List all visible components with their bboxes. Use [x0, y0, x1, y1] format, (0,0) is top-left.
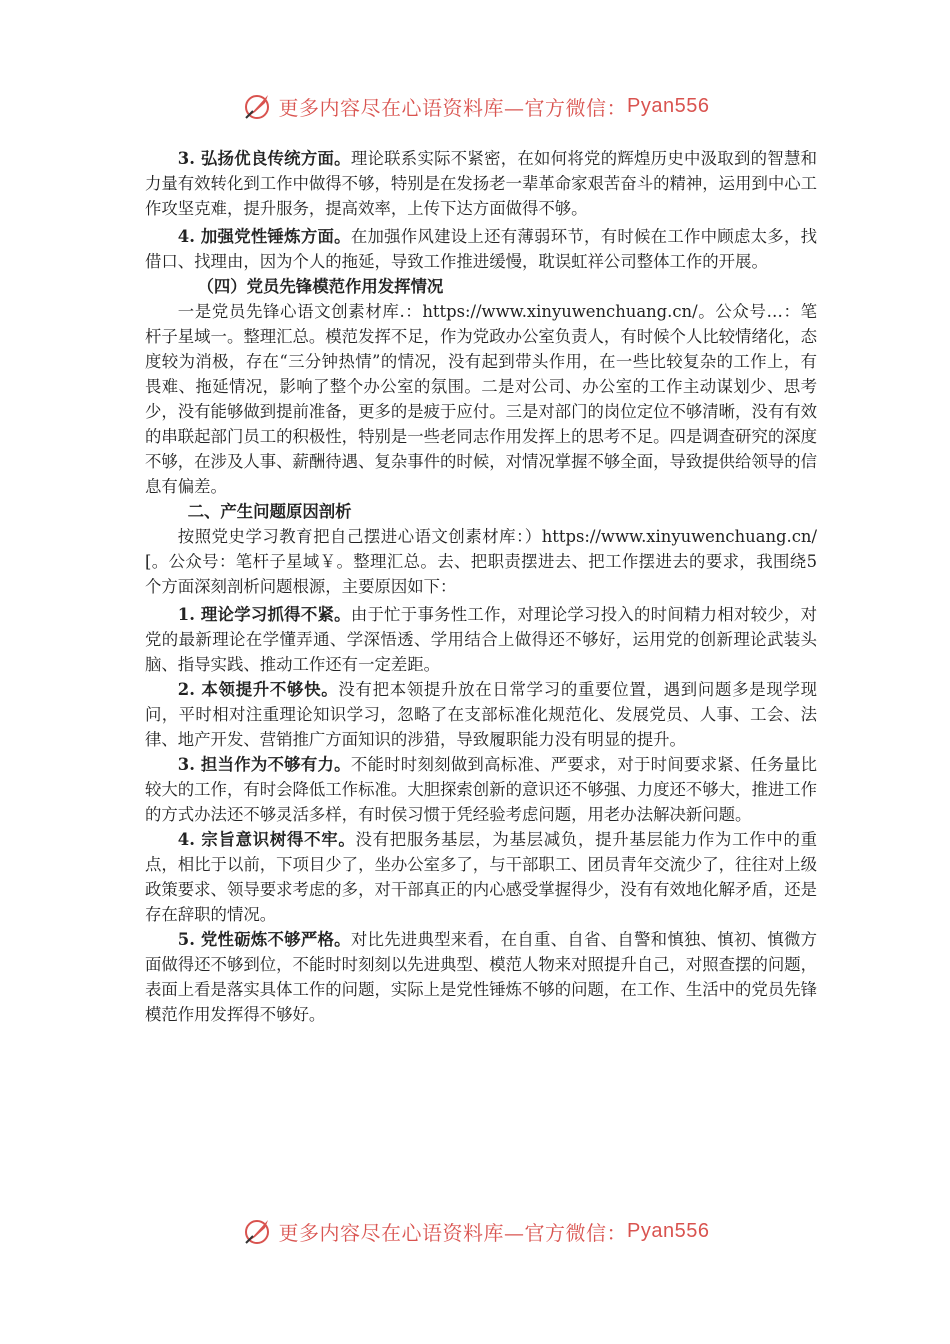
banner-text: 更多内容尽在心语资料库—官方微信： — [278, 95, 628, 120]
section-heading-4: （四）党员先锋模范作用发挥情况 — [197, 277, 444, 296]
cause-lead: 4. 宗旨意识树得不牢。 — [177, 830, 356, 849]
document-body — [145, 146, 817, 1027]
quill-logo-icon — [241, 89, 275, 123]
banner-brand: Pyan556 — [627, 94, 710, 117]
cause-body: 对比先进典型来看，在自重、自省、自警和慎独、慎初、慎微方面做得还不够到位，不能时时刻刻以先进典型、模范人物来对照提升自己，对照查摆的问题，表面上看是落实具体工作的问题，实际上是党性锤炼不够的问题，在工作、生活中的党员先锋模范作用发挥得不够好。 — [145, 930, 818, 1024]
paragraph-tradition — [145, 146, 817, 221]
paragraph-vanguard: 一是党员先锋心语文创素材库.：https://www.xinyuwenchuang.cn/。公众号…：笔杆子星域一。整理汇总。模范发挥不足，作为党政办公室负责人，有时候个人比较情绪化，态度较为消极，存在“三分钟热情”的情况，没有起到带头作用，在一些比较复杂的工作上，有畏难、拖延情况，影响了整个办公室的氛围。二是对公司、办公室的工作主动谋划少、思考少，没有能够做到提前准备，更多的是疲于应付。三是对部门的岗位定位不够清晰，没有有效的串联起部门员工的积极性，特别是一些老同志作用发挥上的思考不足。四是调查研究的深度不够，在涉及人事、薪酬待遇、复杂事件的时候，对情况掌握不够全面，导致提供给领导的信息有偏差。 — [145, 302, 818, 496]
paragraph-intro: 按照党史学习教育把自己摆进心语文创素材库：）https://www.xinyuwenchuang.cn/[。公众号：笔杆子星域￥。整理汇总。去、把职责摆进去、把工作摆进去的要求，我围绕5个方面深刻剖析问题根源，主要原因如下： — [145, 527, 817, 596]
cause-body: 由于忙于事务性工作，对理论学习投入的时间精力相对较少，对党的最新理论在学懂弄通、学深悟透、学用结合上做得还不够好，运用党的创新理论武装头脑、指导实践、推动工作还有一定差距。 — [145, 605, 817, 674]
cause-lead: 2. 本领提升不够快。 — [177, 680, 339, 699]
cause-lead: 1. 理论学习抓得不紧。 — [177, 605, 351, 624]
paragraph-body: 理论联系实际不紧密，在如何将党的辉煌历史中汲取到的智慧和力量有效转化到工作中做得不够，特别是在发扬老一辈革命家艰苦奋斗的精神，运用到中心工作攻坚克难，提升服务，提高效率，上传下达方面做得不够。 — [145, 149, 818, 218]
paragraph-body: 在加强作风建设上还有薄弱环节，有时候在工作中顾虑太多，找借口、找理由，因为个人的拖延，导致工作推进缓慢，耽误虹祥公司整体工作的开展。 — [145, 227, 817, 271]
cause-item — [145, 927, 817, 1027]
banner-text: 更多内容尽在心语资料库—官方微信： — [278, 1220, 628, 1245]
cause-item — [145, 602, 817, 677]
section-heading-2: 二、产生问题原因剖析 — [187, 502, 352, 521]
cause-item — [145, 677, 817, 752]
quill-logo-icon — [241, 1214, 275, 1248]
paragraph-lead: 3. 弘扬优良传统方面。 — [177, 149, 351, 168]
cause-lead: 3. 担当作为不够有力。 — [177, 755, 351, 774]
cause-item — [145, 827, 817, 927]
paragraph-party-spirit — [145, 224, 817, 274]
paragraph-lead: 4. 加强党性锤炼方面。 — [177, 227, 351, 246]
cause-body: 没有把本领提升放在日常学习的重要位置，遇到问题多是现学现问，平时相对注重理论知识学习，忽略了在支部标准化规范化、发展党员、人事、工会、法律、地产开发、营销推广方面知识的涉猎，导致履职能力没有明显的提升。 — [145, 680, 817, 749]
cause-item — [145, 752, 817, 827]
cause-body: 没有把服务基层，为基层减负，提升基层能力作为工作中的重点，相比于以前，下项目少了，坐办公室多了，与干部职工、团员青年交流少了，往往对上级政策要求、领导要求考虑的多，对干部真正的内心感受掌握得少，没有有效地化解矛盾，还是存在辞职的情况。 — [145, 830, 818, 924]
footer-watermark-banner — [0, 1211, 950, 1251]
cause-lead: 5. 党性砺炼不够严格。 — [177, 930, 351, 949]
header-watermark-banner — [0, 86, 950, 126]
cause-body: 不能时时刻刻做到高标准、严要求，对于时间要求紧、任务量比较大的工作，有时会降低工作标准。大胆探索创新的意识还不够强、力度还不够大，推进工作的方式办法还不够灵活多样，有时侯习惯于凭经验考虑问题，用老办法解决新问题。 — [145, 755, 818, 824]
banner-brand: Pyan556 — [627, 1219, 710, 1242]
